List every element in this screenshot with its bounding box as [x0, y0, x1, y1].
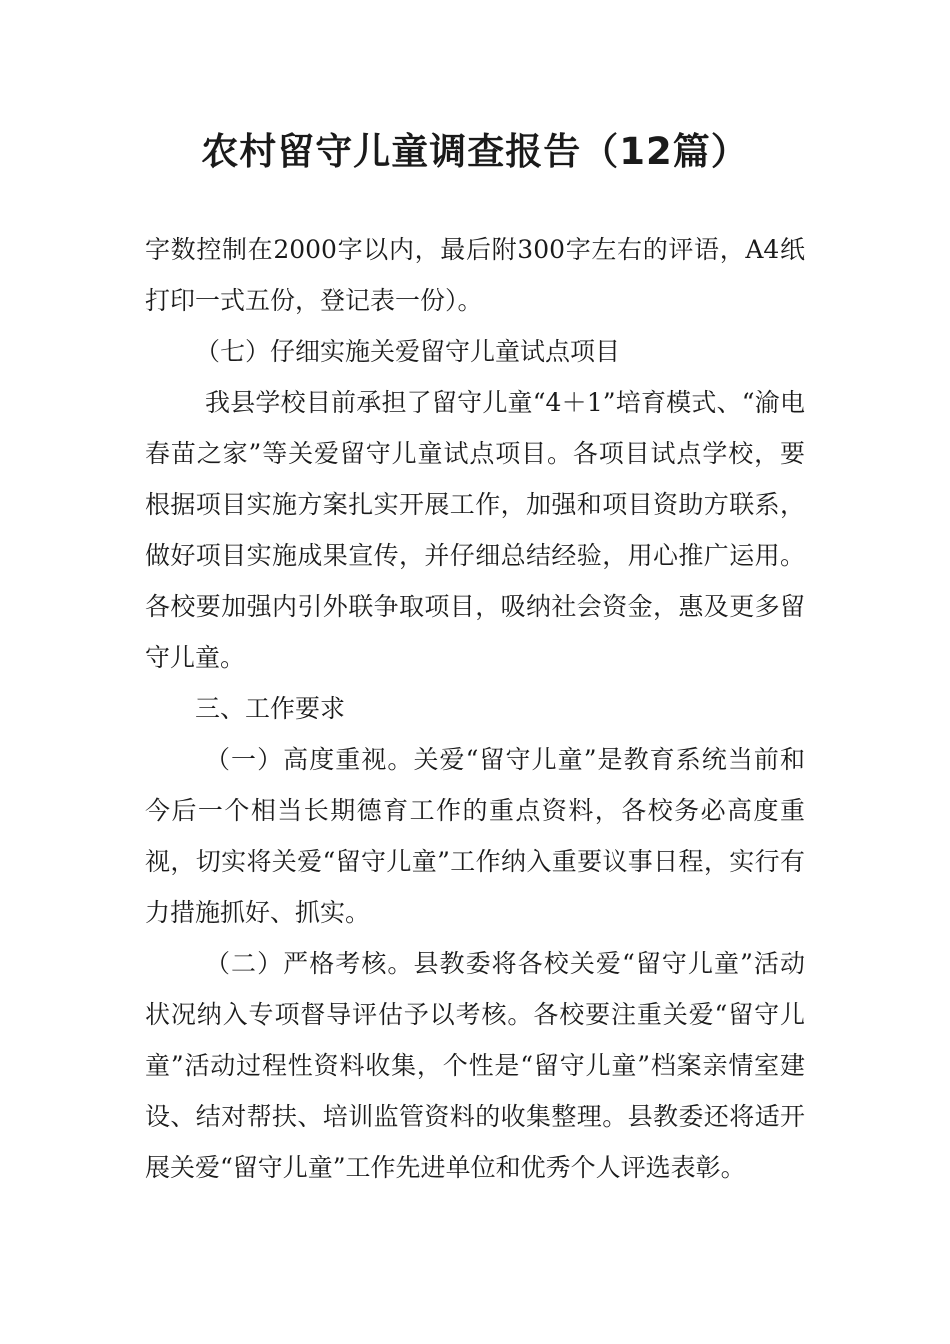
section-heading-work-requirements: 三、工作要求	[195, 694, 346, 723]
section-heading-seven: （七）仔细实施关爱留守儿童试点项目	[195, 337, 621, 366]
paragraph-continuation: 字数控制在2000字以内，最后附300字左右的评语，A4纸打印一式五份，登记表一份）。	[145, 235, 805, 315]
paragraph-pilot-projects: 我县学校目前承担了留守儿童“4＋1”培育模式、“渝电春苗之家”等关爱留守儿童试点项目。各项目试点学校，要根据项目实施方案扎实开展工作，加强和项目资助方联系，做好项目实施成果宣传，并仔细总结经验，用心推广运用。各校要加强内引外联争取项目，吸纳社会资金，惠及更多留守儿童。	[145, 388, 805, 672]
document-body	[145, 224, 805, 1193]
paragraph-strict-assessment: （二）严格考核。县教委将各校关爱“留守儿童”活动状况纳入专项督导评估予以考核。各校要注重关爱“留守儿童”活动过程性资料收集，个性是“留守儿童”档案亲情室建设、结对帮扶、培训监管资料的收集整理。县教委还将适开展关爱“留守儿童”工作先进单位和优秀个人评选表彰。	[145, 949, 805, 1182]
document-title: 农村留守儿童调查报告（12篇）	[201, 130, 749, 173]
paragraph-high-attention: （一）高度重视。关爱“留守儿童”是教育系统当前和今后一个相当长期德育工作的重点资料，各校务必高度重视，切实将关爱“留守儿童”工作纳入重要议事日程，实行有力措施抓好、抓实。	[145, 745, 805, 927]
